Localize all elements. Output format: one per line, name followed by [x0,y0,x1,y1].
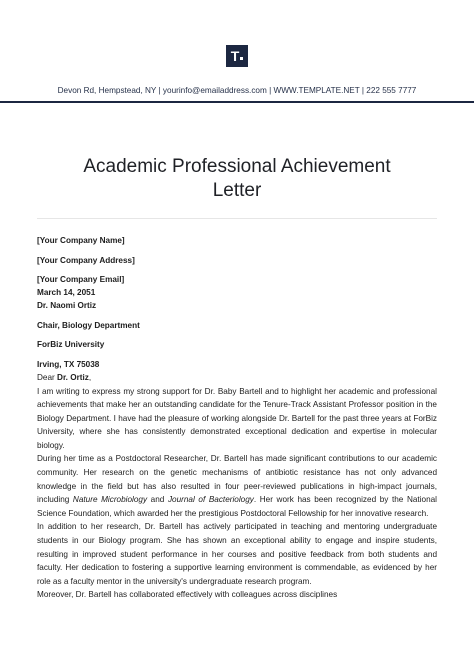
company-email: [Your Company Email] [37,275,125,284]
recipient-city: Irving, TX 75038 [37,359,100,369]
recipient-title: Chair, Biology Department [37,320,140,330]
recipient-name: Dr. Naomi Ortiz [37,301,97,310]
paragraph-3: In addition to her research, Dr. Bartell has actively participated in teaching and mentoring undergraduate students in our Biology program. She has shown an exceptional ability to engage and inspire students, resulting in improved student performance in her courses and positive feedback from both students and faculty. Her dedication to fostering a supportive learning environment is commendable, as evidenced by her role as a faculty mentor in the university's undergraduate research program. [37,522,437,586]
paragraph-4: Moreover, Dr. Bartell has collaborated effectively with colleagues across disciplines [37,590,338,600]
bottom-fade [0,655,474,671]
title-line-2: Letter [212,180,262,201]
contact-info: Devon Rd, Hempstead, NY | yourinfo@emailaddress.com | WWW.TEMPLATE.NET | 222 555 7777 [57,86,417,95]
letter-body [37,236,437,602]
title-divider [37,218,437,219]
company-address: [Your Company Address] [37,255,135,265]
letter-title [40,155,434,203]
paragraph-1: I am writing to express my strong support for Dr. Baby Bartell and to highlight her academic and professional achievements that make her an outstanding candidate for the Tenure-Track Assistant Professor position in the Biology Department. I have had the pleasure of working alongside Dr. Bartell for the past three years at ForBiz University, where she has consistently demonstrated exceptional dedication and expertise in molecular biology. [37,386,437,450]
template-logo: T [226,45,248,67]
company-name: [Your Company Name] [37,236,125,245]
letter-date: March 14, 2051 [37,287,96,297]
paragraph-2: During her time as a Postdoctoral Researcher, Dr. Bartell has made significant contributions to our academic community. Her research on the genetic mechanisms of antibiotic resistance has not only advanced knowledge in the field but has also resulted in four peer-reviewed publications in high-impact journals, including Nature Microbiology and Journal of Bacteriology. Her work has been recognized by the National Science Foundation, which awarded her the prestigious Postdoctoral Fellowship for her innovative research. [37,454,437,518]
recipient-org: ForBiz University [37,340,105,349]
title-line-1: Academic Professional Achievement [83,156,391,177]
salutation: Dear Dr. Ortiz, [37,373,92,382]
header-divider [0,101,474,103]
